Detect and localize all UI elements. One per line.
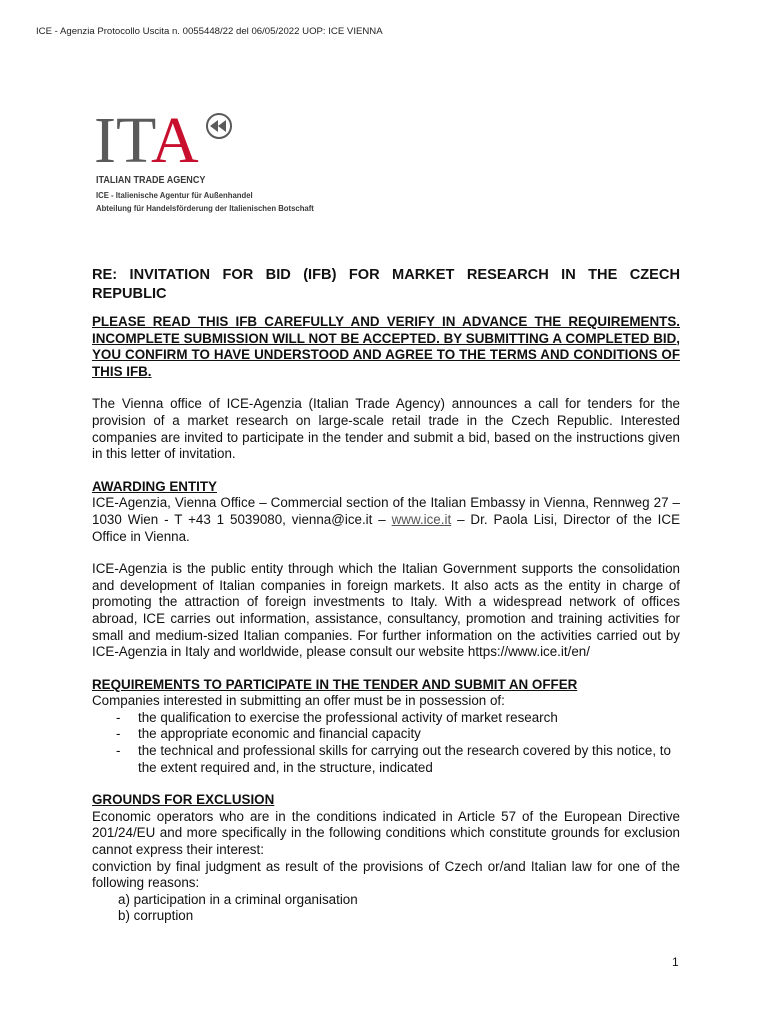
about-ice-paragraph: ICE-Agenzia is the public entity through which the Italian Government supports the consolidation and development of Italian companies in foreign markets. It also acts as the entity in charge of promoting the attraction of foreign investments to Italy. With a widespread network of offices abroad, ICE carries out information, assistance, consultancy, promotion and training activities for small and medium-sized Italian companies. For further information on the activities carried out by ICE-Agenzia in Italy and worldwide, please consult our website https://www.ice.it/en/ <box>92 561 680 660</box>
letter-body <box>92 266 680 925</box>
requirements-heading: REQUIREMENTS TO PARTICIPATE IN THE TENDER AND SUBMIT AN OFFER <box>92 676 578 692</box>
requirements-intro: Companies interested in submitting an offer must be in possession of: <box>92 693 505 709</box>
ita-logo-letters: ITA <box>94 110 199 170</box>
awarding-entity-paragraph: ICE-Agenzia, Vienna Office – Commercial section of the Italian Embassy in Vienna, Rennweg 27 – 1030 Wien - T +43 1 5039080, vienna@ice.it – www.ice.it – Dr. Paola Lisi, Director of the ICE Office in Vienna. <box>92 495 680 544</box>
document-title: RE: INVITATION FOR BID (IFB) FOR MARKET RESEARCH IN THE CZECH REPUBLIC <box>92 267 680 302</box>
exclusion-reasons-list <box>92 892 680 925</box>
conviction-paragraph: conviction by final judgment as result of the provisions of Czech or/and Italian law for one of the following reasons: <box>92 858 680 891</box>
list-item: b) corruption <box>118 908 194 924</box>
requirements-list <box>92 710 680 776</box>
list-item: - the qualification to exercise the professional activity of market research <box>116 709 558 725</box>
ice-website-link[interactable]: www.ice.it <box>391 511 452 527</box>
ita-logo-mark <box>94 110 244 170</box>
agency-department: Abteilung für Handelsförderung der Italienischen Botschaft <box>96 203 314 213</box>
awarding-entity-heading: AWARDING ENTITY <box>92 478 217 494</box>
ita-logo <box>94 110 354 220</box>
list-item: - the appropriate economic and financial capacity <box>116 726 421 742</box>
page-number: 1 <box>672 955 679 969</box>
warning-notice: PLEASE READ THIS IFB CAREFULLY AND VERIFY IN ADVANCE THE REQUIREMENTS. INCOMPLETE SUBMISSION WILL NOT BE ACCEPTED. BY SUBMITTING A COMPLETED BID, YOU CONFIRM TO HAVE UNDERSTOOD AND AGREE TO THE TERMS AND CONDITIONS OF THIS IFB. <box>92 314 680 379</box>
list-item: - the technical and professional skills for carrying out the research covered by this notice, to the extent required and, in the structure, indicated <box>116 743 671 775</box>
agency-name: ITALIAN TRADE AGENCY <box>96 174 206 186</box>
intro-paragraph: The Vienna office of ICE-Agenzia (Italian Trade Agency) announces a call for tenders for the provision of a market research on large-scale retail trade in the Czech Republic. Interested companies are invited to participate in the tender and submit a bid, based on the instructions given in this letter of invitation. <box>92 396 680 462</box>
list-item: a) participation in a criminal organisation <box>118 891 358 907</box>
protocol-stamp: ICE - Agenzia Protocollo Uscita n. 0055448/22 del 06/05/2022 UOP: ICE VIENNA <box>36 26 383 37</box>
agency-subtitle: ICE - Italienische Agentur für Außenhandel <box>96 190 253 200</box>
exclusion-heading: GROUNDS FOR EXCLUSION <box>92 792 275 808</box>
exclusion-paragraph: Economic operators who are in the conditions indicated in Article 57 of the European Directive 201/24/EU and more specifically in the following conditions which constitute grounds for exclusion cannot express their interest: <box>92 808 680 858</box>
